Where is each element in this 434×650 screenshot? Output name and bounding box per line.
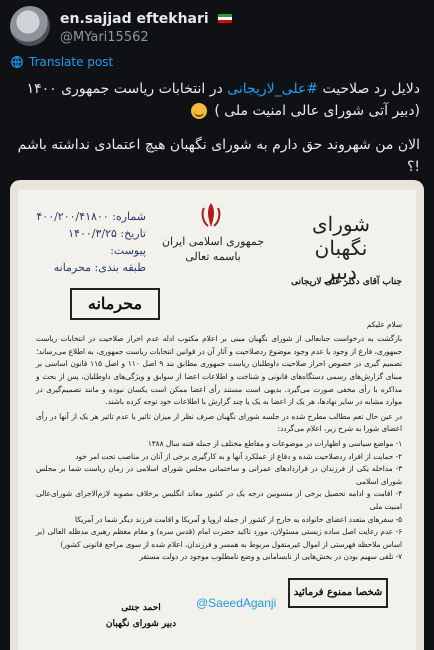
tweet-text-pre: دلایل رد صلاحیت	[318, 81, 420, 97]
tweet-paragraph-1	[16, 78, 420, 122]
tweet-text	[16, 78, 420, 178]
signer-title: دبیر شورای نگهبان	[105, 619, 177, 629]
greeting: سلام علیکم	[366, 319, 402, 329]
document-page	[18, 190, 416, 650]
doc-classification: طبقه بندی: محرمانه	[53, 261, 146, 274]
iran-emblem-icon	[196, 200, 226, 230]
smiling-face-emoji-icon	[191, 103, 207, 119]
list-item: ۶- عدم رعایت اصل ساده زیستی مسئولان، مورد تاکید حضرت امام (قدس سره) و مقام معظم رهبری مدظله العالی (بر اساس ملاحظه فهرستی از اموال غیرمنقول مربوط به همسر و فرزندان، اعلام شده از سوی مراجع قانونی کشور)	[36, 527, 402, 549]
document-body	[36, 276, 402, 564]
list-item: ۳- مداخله یکی از فرزندان در قراردادهای عمرانی و ساختمانی مجلس شورای اسلامی در زمان ریاست شما بر مجلس شورای اسلامی	[36, 464, 402, 486]
author-names	[60, 8, 232, 45]
tweet-text-post: در انتخابات ریاست جمهوری ۱۴۰۰ (دبیر آتی شورای عالی امنیت ملی )	[26, 81, 420, 119]
council-name: شورای نگهبان	[312, 212, 370, 260]
doc-attachment: پیوست:	[110, 244, 146, 257]
doc-number: شماره: ۴۰۰/۲۰۰/۴۱۸۰۰	[36, 210, 146, 223]
flag-stripe-red	[218, 20, 232, 23]
bismillah: باسمه تعالی	[185, 250, 241, 263]
confidential-stamp: محرمانه	[70, 288, 160, 320]
tweet-paragraph-2: الان من شهروند حق دارم به شورای نگهبان هیچ اعتمادی نداشته باشم !؟	[17, 137, 420, 175]
paragraph-1: بازگشت به درخواست جنابعالی از شورای نگهبان مبنی بر اعلام مکتوب ادله عدم احراز صلاحیت در انتخابات ریاست جمهوری، فارغ از وجود یا عدم وجود موضوع ردصلاحیت و آثار آن در قوانین انتخابات ریاست جمهوری، به اطلاع می‌رساند؛ تصمیم گیری در خصوص احراز صلاحیت داوطلبان ریاست جمهوری مطابق بند ۹ اصل ۱۱۰ و اصل ۱۱۵ قانون اساسی بر مبنای گزارش‌های رسمی دستگاه‌های قانونی و شناخت و اطلاعات اعضا از سوابق و ویژگی‌های داوطلبان، پس از بحث و مذاکره با رأی مخفی صورت می‌گیرد. بدیهی است مستند رأی اعضا ممکن است یکسان نبوده و مانند تصمیم‌گیری در موارد مشابه در سایر نهادها، هر یک از اعضا به یک یا چند گزارش یا اطلاعات خود توجه کرده باشند.	[36, 334, 402, 407]
guardian-council-logo	[286, 212, 396, 284]
restriction-stamp: شخصا ممنوع فرمائید	[288, 578, 388, 608]
doc-date: تاریخ: ۱۴۰۰/۳/۲۵	[68, 227, 146, 240]
handle[interactable]: @MYari15562	[60, 30, 149, 45]
list-item: ۱- مواضع سیاسی و اظهارات در موضوعات و مقاطع مختلف از جمله فتنه سال ۱۳۸۸	[147, 438, 402, 448]
addressee: جناب آقای دکتر علی لاریجانی	[291, 277, 402, 287]
translate-post-link[interactable]	[10, 55, 113, 69]
display-name[interactable]: en.sajjad eftekhari	[60, 11, 209, 27]
signature-block	[86, 600, 196, 632]
emblem-caption: جمهوری اسلامی ایران	[161, 235, 265, 248]
image-watermark: @SaeedAganji	[196, 596, 277, 610]
translate-label: Translate post	[29, 55, 114, 69]
globe-icon	[10, 55, 24, 69]
iran-flag-icon	[218, 14, 232, 24]
paragraph-2: در عین حال تعم مطالب مطرح شده در جلسه شورای نگهبان صرف نظر از میزان تاثیر یا عدم تاثیر هر یک از آنها در رأی اعضای شورا به شرح زیر، اعلام می‌گردد:	[36, 411, 402, 434]
letterhead-center	[148, 234, 278, 264]
list-item: ۵- سفرهای متعدد اعضای خانواده به خارج از کشور از جمله اروپا و آمریکا و اقامت فرزند دیگر شما در آمریکا	[75, 514, 402, 524]
attached-document-image[interactable]	[10, 180, 424, 650]
post-header	[10, 6, 424, 46]
avatar[interactable]	[10, 6, 50, 46]
council-role: دبیر	[325, 260, 357, 284]
list-item: ۷- تلقی سهیم بودن در بخش‌هایی از نابسامانی و وضع نامطلوب موجود در دولت مستقر	[139, 552, 402, 562]
hashtag-link[interactable]: #علی_لاریجانی	[227, 81, 319, 97]
document-meta	[36, 208, 146, 276]
list-item: ۲- حمایت از افراد ردصلاحیت شده و دفاع از عملکرد آنها و به کارگیری برخی از آنان در مناصب تحت امر خود	[75, 451, 402, 461]
signer-name: احمد جنتی	[121, 603, 161, 613]
list-item: ۴- اقامت و ادامه تحصیل برخی از منسوبین درجه یک در کشور معاند انگلیس برخلاف مصوبه لازم‌الاجرای شورای‌عالی امنیت ملی	[36, 489, 402, 511]
